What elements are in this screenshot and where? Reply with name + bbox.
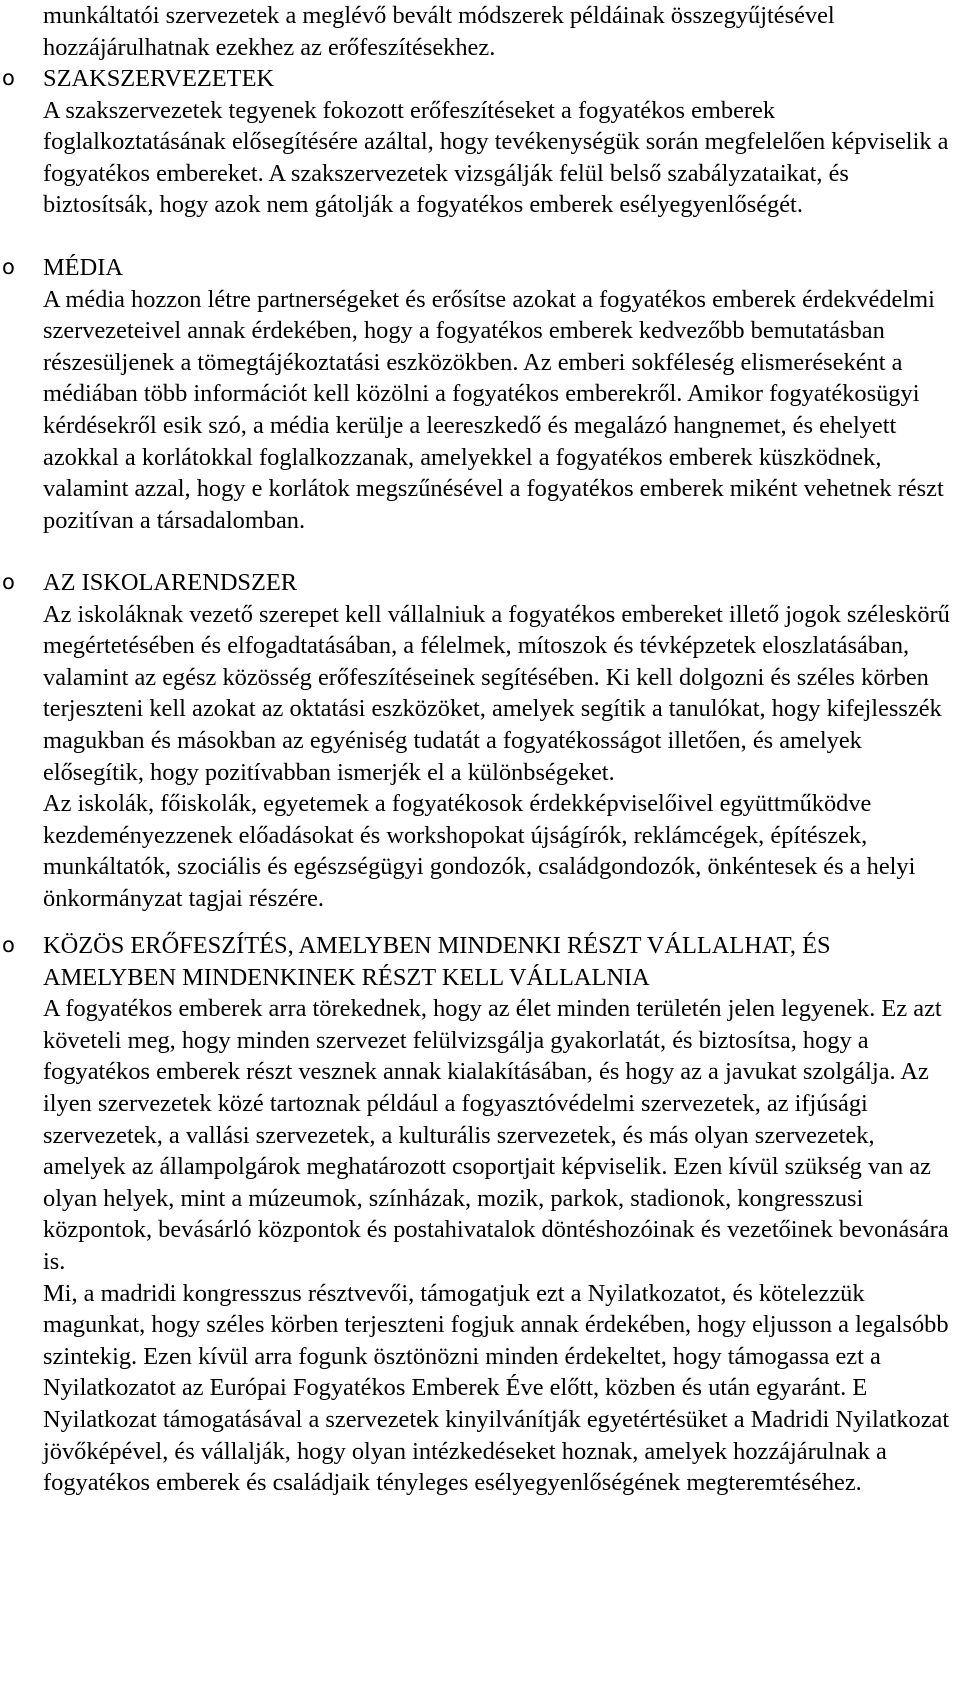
bullet-marker: o [2,933,15,957]
section-body [43,930,953,1499]
section-heading: MÉDIA [43,254,123,281]
section-body [43,63,953,221]
bullet-marker: o [2,255,15,279]
section-heading: KÖZÖS ERŐFESZÍTÉS, AMELYBEN MINDENKI RÉSZT VÁLLALHAT, ÉS AMELYBEN MINDENKINEK RÉSZT KELL VÁLLALNIA [43,932,831,991]
section-paragraph: A média hozzon létre partnerségeket és erősítse azokat a fogyatékos emberek érdekvédelmi szervezeteivel annak érdekében, hogy a fogyatékos emberek kedvezőbb bemutatásban részesüljenek a tömegtájékoztatási eszközökben. Az emberi sokféleség elismeréseként a médiában több információt kell közölni a fogyatékos emberekről. Amikor fogyatékosügyi kérdésekről esik szó, a média kerülje a leereszkedő és megalázó hangnemet, és ehelyett azokkal a korlátokkal foglalkozzanak, amelyekkel a fogyatékos emberek küszködnek, valamint azzal, hogy e korlátok megszűnésével a fogyatékos emberek miként vehetnek részt pozitívan a társadalomban. [43,285,944,534]
intro-paragraph: munkáltatói szervezetek a meglévő bevált módszerek példáinak összegyűjtésével hozzájárulhatnak ezekhez az erőfeszítésekhez. [43,2,835,61]
section-paragraph: Az iskoláknak vezető szerepet kell vállalniuk a fogyatékos embereket illető jogok széleskörű megértetésében és elfogadtatásában, a félelmek, mítoszok és tévképzetek eloszlatásában, valamint az egész közösség erőfeszítéseinek segítésében. Ki kell dolgozni és széles körben terjeszteni kell azokat az oktatási eszközöket, amelyek segítik a tanulókat, hogy kifejlesszék magukban és másokban az egyéniség tudatát a fogyatékosságot illetően, és amelyek elősegítik, hogy pozitívabban ismerjék el a különbségeket. [43,600,950,786]
section-paragraph: Az iskolák, főiskolák, egyetemek a fogyatékosok érdekképviselőivel együttműködve kezdeményezzenek előadásokat és workshopokat újságírók, reklámcégek, építészek, munkáltatók, szociális és egészségügyi gondozók, családgondozók, önkéntesek és a helyi önkormányzat tagjai részére. [43,790,916,912]
section-body [43,567,953,915]
section-paragraph: A szakszervezetek tegyenek fokozott erőfeszítéseket a fogyatékos emberek foglalkoztatásának elősegítésére azáltal, hogy tevékenységük során megfelelően képviselik a fogyatékos embereket. A szakszervezetek vizsgálják felül belső szabályzataikat, és biztosítsák, hogy azok nem gátolják a fogyatékos emberek esélyegyenlőségét. [43,96,949,219]
section-heading: SZAKSZERVEZETEK [43,65,275,92]
bullet-marker: o [2,570,15,594]
section-heading: AZ ISKOLARENDSZER [43,569,298,596]
section-paragraph: A fogyatékos emberek arra törekednek, hogy az élet minden területén jelen legyenek. Ez azt követeli meg, hogy minden szervezet felülvizsgálja gyakorlatát, és biztosítsa, hogy a fogyatékos emberek részt vesznek annak kialakításában, és hogy az a javukat szolgálja. Az ilyen szervezetek közé tartoznak például a fogyasztóvédelmi szervezetek, az ifjúsági szervezetek, a vallási szervezetek, a kulturális szervezetek, és más olyan szervezetek, amelyek az állampolgárok meghatározott csoportjait képviselik. Ezen kívül szükség van az olyan helyek, mint a múzeumok, színházak, mozik, parkok, stadionok, kongresszusi központok, bevásárló központok és postahivatalok döntéshozóinak és vezetőinek bevonására is. [43,995,949,1275]
section-paragraph: Mi, a madridi kongresszus résztvevői, támogatjuk ezt a Nyilatkozatot, és kötelezzük magunkat, hogy széles körben terjeszteni fogjuk annak érdekében, hogy eljusson a legalsóbb szintekig. Ezen kívül arra fogunk ösztönözni minden érdekeltet, hogy támogassa ezt a Nyilatkozatot az Európai Fogyatékos Emberek Éve előtt, közben és után egyaránt. E Nyilatkozat támogatásával a szervezetek kinyilvánítják egyetértésüket a Madridi Nyilatkozat jövőképével, és vállalják, hogy olyan intézkedéseket hoznak, amelyek hozzájárulnak a fogyatékos emberek és családjaik tényleges esélyegyenlőségének megteremtéséhez. [43,1279,950,1497]
bullet-marker: o [2,66,15,90]
section-body [43,252,953,536]
